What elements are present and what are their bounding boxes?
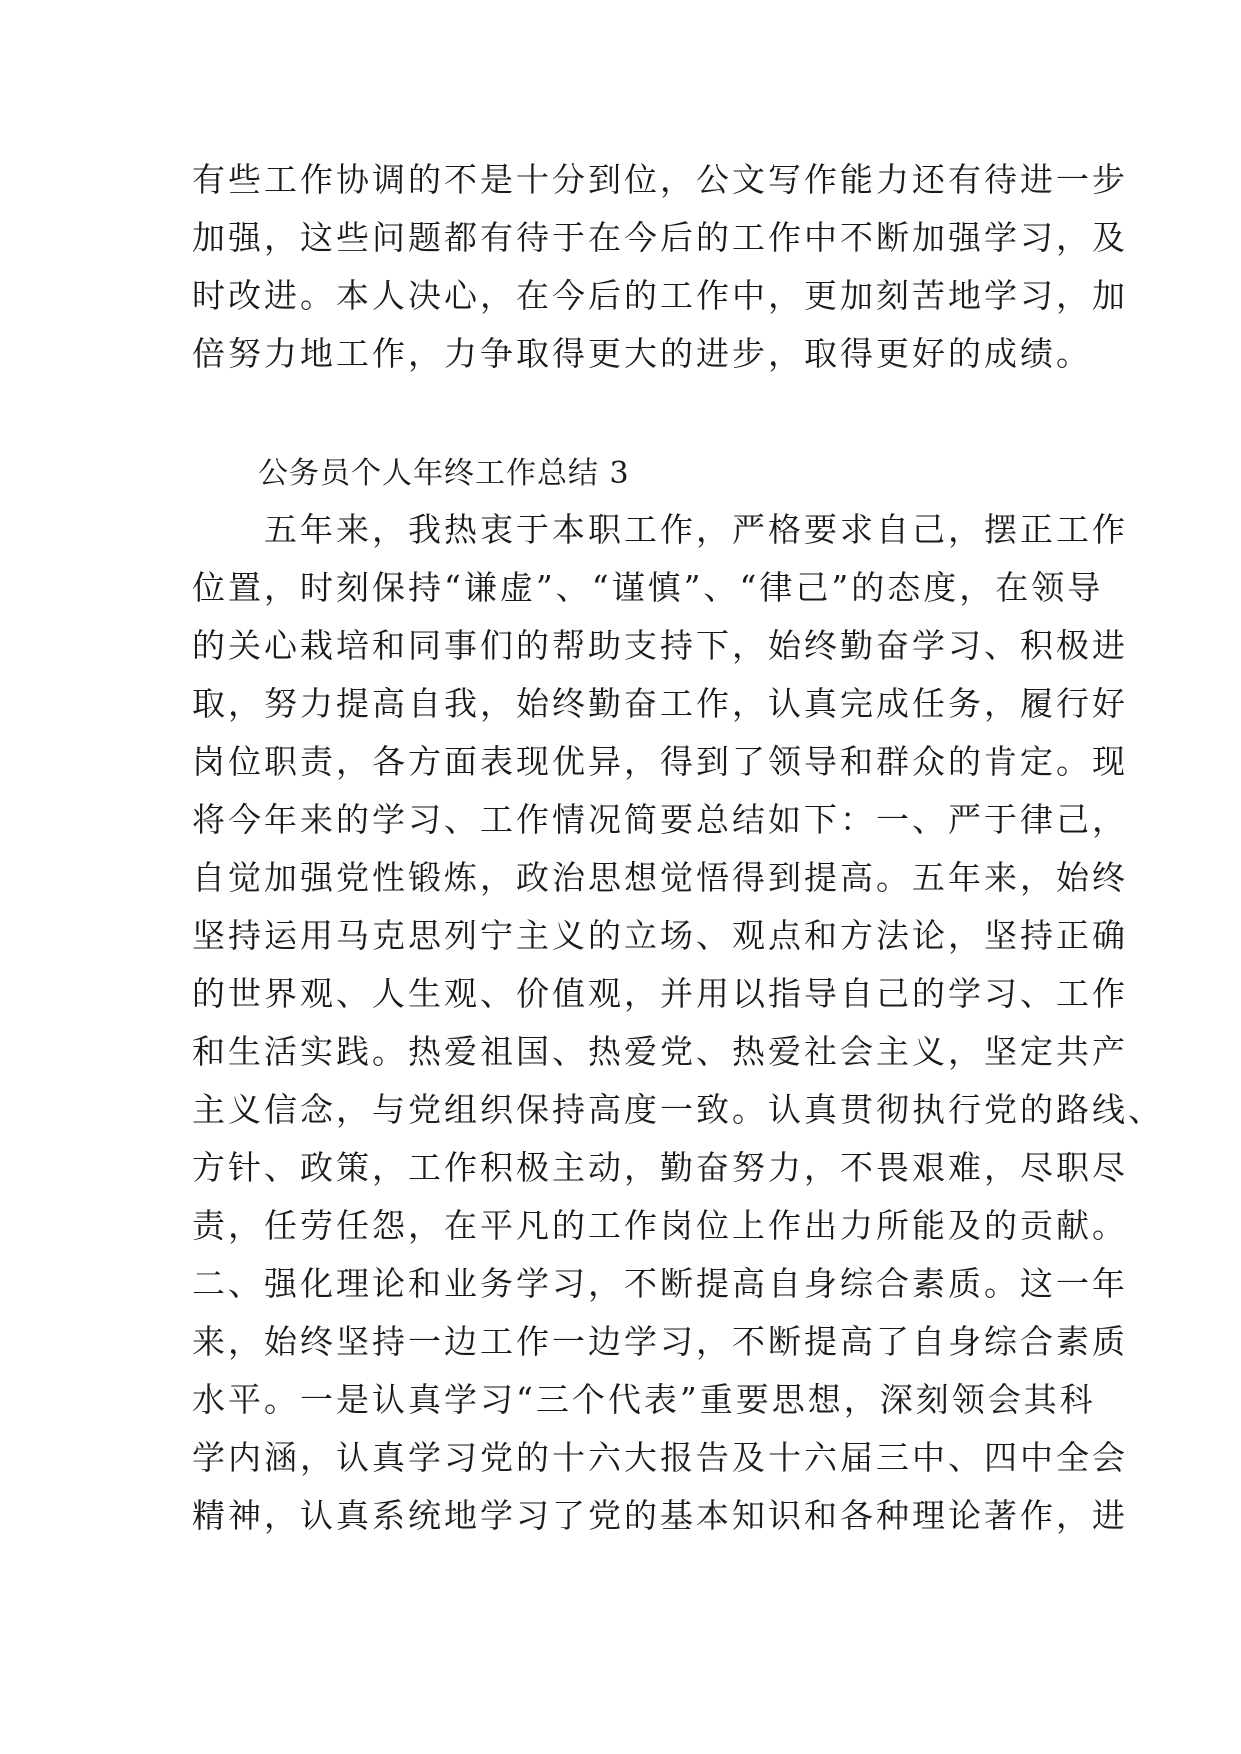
paragraph-2-line-4: 取，努力提高自我，始终勤奋工作，认真完成任务，履行好	[192, 684, 1128, 723]
paragraph-1-line-1: 有些工作协调的不是十分到位，公文写作能力还有待进一步	[192, 160, 1128, 199]
paragraph-2-line-8: 坚持运用马克思列宁主义的立场、观点和方法论，坚持正确	[192, 916, 1128, 955]
paragraph-2-line-3: 的关心栽培和同事们的帮助支持下，始终勤奋学习、积极进	[192, 626, 1128, 665]
paragraph-2-line-18: 精神，认真系统地学习了党的基本知识和各种理论著作，进	[192, 1496, 1128, 1535]
paragraph-1-line-3: 时改进。本人决心，在今后的工作中，更加刻苦地学习，加	[192, 276, 1128, 315]
paragraph-2-line-14: 二、强化理论和业务学习，不断提高自身综合素质。这一年	[192, 1264, 1128, 1303]
section-title: 公务员个人年终工作总结 3	[258, 456, 630, 491]
paragraph-2-line-5: 岗位职责，各方面表现优异，得到了领导和群众的肯定。现	[192, 742, 1128, 781]
paragraph-1-line-2: 加强，这些问题都有待于在今后的工作中不断加强学习，及	[192, 218, 1128, 257]
paragraph-2-line-13: 责，任劳任怨，在平凡的工作岗位上作出力所能及的贡献。	[192, 1206, 1128, 1245]
paragraph-1-line-4: 倍努力地工作，力争取得更大的进步，取得更好的成绩。	[192, 334, 1092, 373]
paragraph-2-line-6: 将今年来的学习、工作情况简要总结如下：一、严于律己，	[192, 800, 1128, 839]
paragraph-2-line-15: 来，始终坚持一边工作一边学习，不断提高了自身综合素质	[192, 1322, 1128, 1361]
paragraph-2-line-10: 和生活实践。热爱祖国、热爱党、热爱社会主义，坚定共产	[192, 1032, 1128, 1071]
paragraph-2-line-2: 位置，时刻保持“谦虚”、“谨慎”、“律己”的态度，在领导	[192, 568, 1104, 607]
paragraph-2-line-9: 的世界观、人生观、价值观，并用以指导自己的学习、工作	[192, 974, 1128, 1013]
paragraph-2-line-12: 方针、政策，工作积极主动，勤奋努力，不畏艰难，尽职尽	[192, 1148, 1128, 1187]
paragraph-2-line-1: 五年来，我热衷于本职工作，严格要求自己，摆正工作	[192, 510, 1128, 549]
paragraph-2-line-17: 学内涵，认真学习党的十六大报告及十六届三中、四中全会	[192, 1438, 1128, 1477]
paragraph-2-line-11: 主义信念，与党组织保持高度一致。认真贯彻执行党的路线、	[192, 1090, 1164, 1129]
paragraph-2-line-7: 自觉加强党性锻炼，政治思想觉悟得到提高。五年来，始终	[192, 858, 1128, 897]
paragraph-2-line-16: 水平。一是认真学习“三个代表”重要思想，深刻领会其科	[192, 1380, 1096, 1419]
